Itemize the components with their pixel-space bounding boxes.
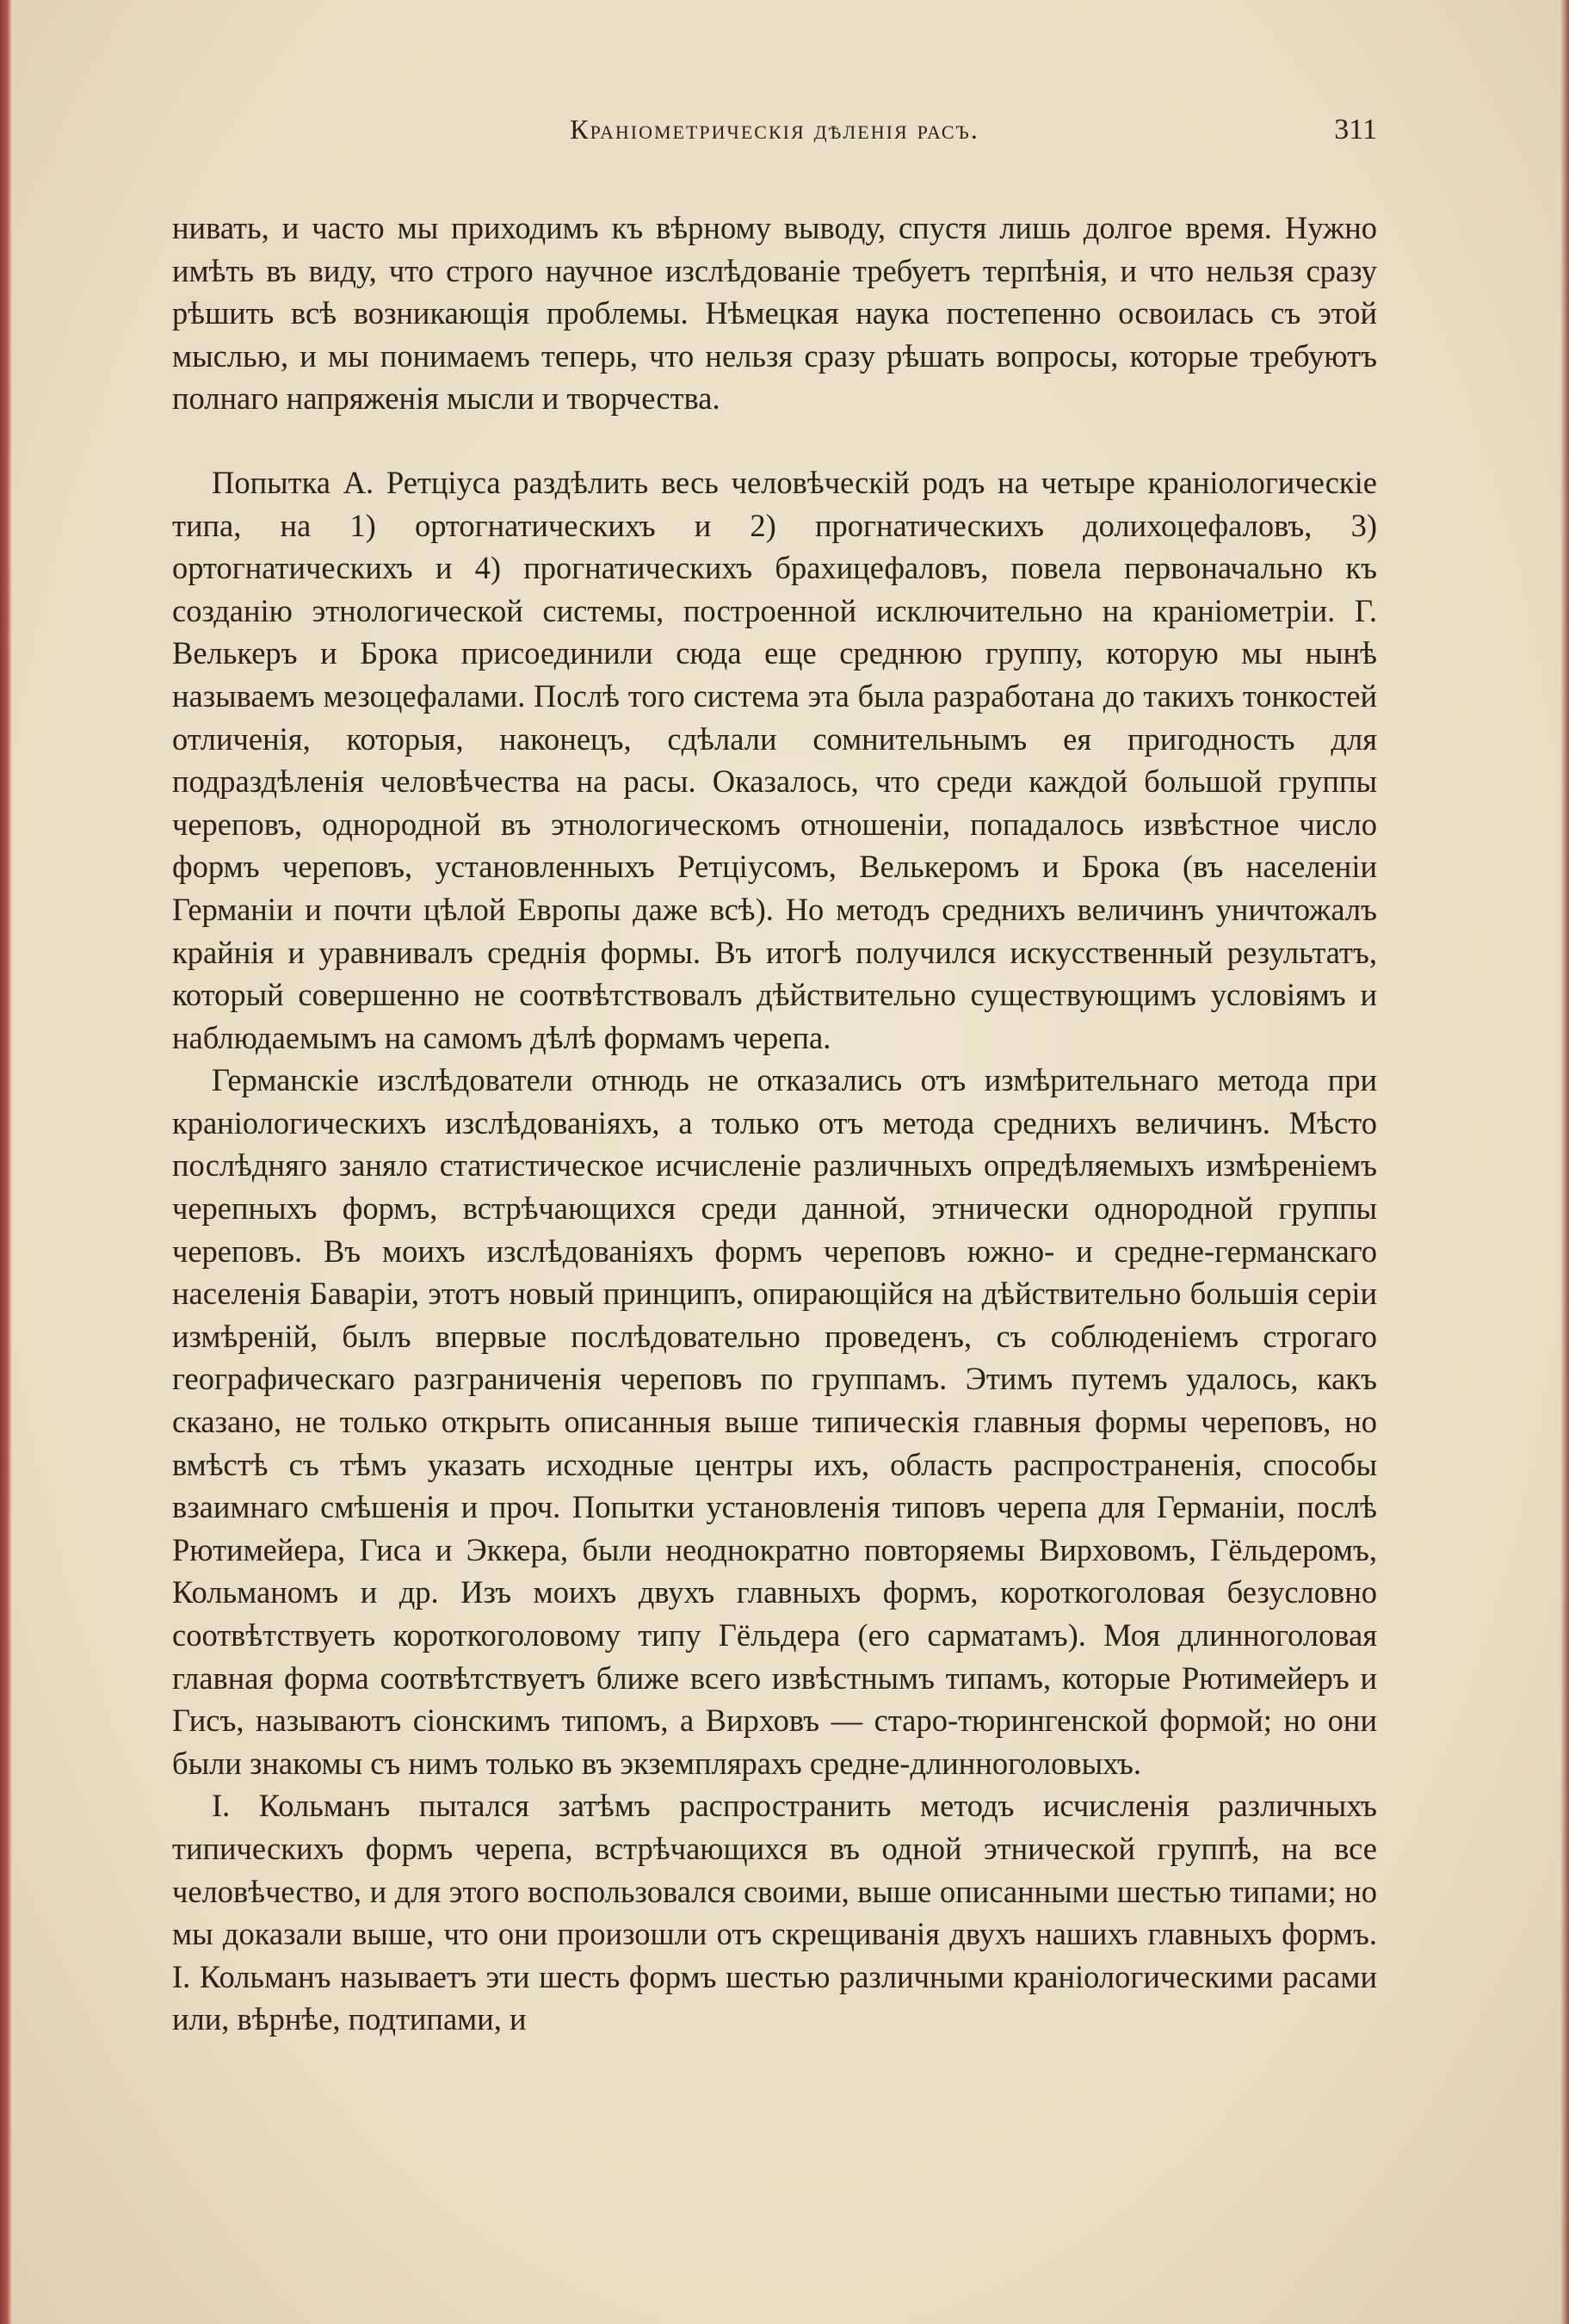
body-text (172, 207, 1377, 2041)
paragraph-4: I. Кольманъ пытался затѣмъ распространить методъ исчисленія различныхъ типическихъ формъ черепа, встрѣчающихся въ одной этнической группѣ, на все человѣчество, и для этого воспользовался своими, выше описанными шестью типами; но мы доказали выше, что они произошли отъ скрещиванія двухъ нашихъ главныхъ формъ. I. Кольманъ называетъ эти шесть формъ шестью различными краніологическими расами или, вѣрнѣе, подтипами, и (172, 1788, 1377, 2037)
paragraph-3: Германскіе изслѣдователи отнюдь не отказались отъ измѣрительнаго метода при краніологическихъ изслѣдованіяхъ, а только отъ метода среднихъ величинъ. Мѣсто послѣдняго заняло статистическое исчисленіе различныхъ опредѣляемыхъ измѣреніемъ черепныхъ формъ, встрѣчающихся среди данной, этнически однородной группы череповъ. Въ моихъ изслѣдованіяхъ формъ череповъ южно- и средне-германскаго населенія Баваріи, этотъ новый принципъ, опирающійся на дѣйствительно большія серіи измѣреній, былъ впервые послѣдовательно проведенъ, съ соблюденіемъ строгаго географическаго разграниченія череповъ по группамъ. Этимъ путемъ удалось, какъ сказано, не только открыть описанныя выше типическія главныя формы череповъ, но вмѣстѣ съ тѣмъ указать исходные центры ихъ, область распространенія, способы взаимнаго смѣшенія и проч. Попытки установленія типовъ черепа для Германіи, послѣ Рютимейера, Гиса и Эккера, были неоднократно повторяемы Вирховомъ, Гёльдеромъ, Кольманомъ и др. Изъ моихъ двухъ главныхъ формъ, короткоголовая безусловно соотвѣтствуеть короткоголовому типу Гёльдера (его сарматамъ). Моя длинноголовая главная форма соотвѣтствуетъ ближе всего извѣстнымъ типамъ, которые Рютимейеръ и Гисъ, называютъ сіонскимъ типомъ, а Вирховъ — старо-тюрингенской формой; но они были знакомы съ нимъ только въ экземплярахъ средне-длинноголовыхъ. (172, 1062, 1377, 1781)
paragraph-gap (172, 420, 1377, 461)
paragraph-2: Попытка А. Ретціуса раздѣлить весь человѣческій родъ на четыре краніологическіе типа, на 1) ортогнатическихъ и 2) прогнатическихъ долихоцефаловъ, 3) ортогнатическихъ и 4) прогнатическихъ брахицефаловъ, повела первоначально къ созданію этнологической системы, построенной исключительно на краніометріи. Г. Велькеръ и Брока присоединили сюда еще среднюю группу, которую мы нынѣ называемъ мезоцефалами. Послѣ того система эта была разработана до такихъ тонкостей отличенія, которыя, наконецъ, сдѣлали сомнительнымъ ея пригодность для подраздѣленія человѣчества на расы. Оказалось, что среди каждой большой группы череповъ, однородной въ этнологическомъ отношеніи, попадалось извѣстное число формъ череповъ, установленныхъ Ретціусомъ, Велькеромъ и Брока (въ населеніи Германіи и почти цѣлой Европы даже всѣ). Но методъ среднихъ величинъ уничтожалъ крайнія и уравнивалъ среднія формы. Въ итогѣ получился искусственный результатъ, который совершенно не соотвѣтствовалъ дѣйствительно существующимъ условіямъ и наблюдаемымъ на самомъ дѣлѣ формамъ черепа. (172, 464, 1377, 1055)
page-number: 311 (1334, 114, 1377, 145)
page-edge-left (0, 0, 12, 2324)
header-title: Краніометрическія дѣленія расъ. (570, 114, 979, 145)
paragraph-1: нивать, и часто мы приходимъ къ вѣрному выводу, спустя лишь долгое время. Нужно имѣть въ виду, что строго научное изслѣдованіе требуетъ терпѣнія, и что нельзя сразу рѣшить всѣ возникающія проблемы. Нѣмецкая наука постепенно освоилась съ этой мыслью, и мы понимаемъ теперь, что нельзя сразу рѣшать вопросы, которые требуютъ полнаго напряженія мысли и творчества. (172, 210, 1377, 417)
page-edge-right (1560, 0, 1569, 2324)
running-header (172, 114, 1377, 157)
